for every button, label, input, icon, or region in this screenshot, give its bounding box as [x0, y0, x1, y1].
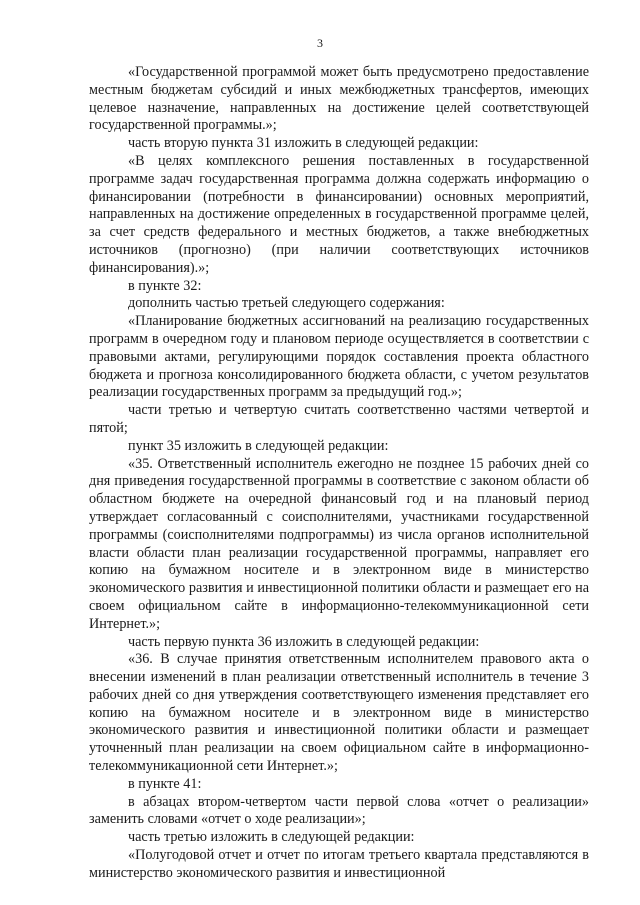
paragraph: в пункте 32: — [128, 277, 202, 294]
paragraph: в абзацах втором-четвертом части первой слова «отчет о реализации» заменить словами «отчет о ходе реализации»; — [89, 793, 589, 828]
document-body — [89, 64, 589, 883]
paragraph: в пункте 41: — [128, 775, 202, 792]
paragraph: части третью и четвертую считать соответственно частями четвертой и пятой; — [89, 402, 589, 436]
paragraph: «Полугодовой отчет и отчет по итогам третьего квартала представляются в министерство экономического развития и инвестиционной — [89, 847, 589, 881]
paragraph: «35. Ответственный исполнитель ежегодно не позднее 15 рабочих дней со дня приведения государственной программы в соответствие с законом области об областном бюджете на очередной финансовый год и на плановый период утверждает согласованный с соисполнителями, участниками государственной программы (соисполнителями подпрограммы) из числа органов исполнительной власти области план реализации государственной программы, направляет его копию на бумажном носителе и в электронном виде в министерство экономического развития и инвестиционной политики области и размещает его на своем официальном сайте в информационно-телекоммуникационной сети Интернет.»; — [89, 455, 589, 632]
paragraph: пункт 35 изложить в следующей редакции: — [128, 437, 389, 454]
paragraph: «Государственной программой может быть предусмотрено предоставление местным бюджетам субсидий и иных межбюджетных трансфертов, имеющих целевое назначение, направленных на достижение целей соответствующей государственной программы.»; — [89, 64, 589, 134]
paragraph: «В целях комплексного решения поставленных в государственной программе задач государственная программа должна содержать информацию о финансировании (потребности в финансировании) основных мероприятий, направленных на достижение определенных в государственной программе целей, за счет средств федерального и местных бюджетов, а также внебюджетных источников (прогнозно) (при наличии соответствующих источников финансирования).»; — [89, 152, 589, 276]
paragraph: дополнить частью третьей следующего содержания: — [128, 295, 445, 312]
paragraph: «36. В случае принятия ответственным исполнителем правового акта о внесении изменений в план реализации ответственный исполнитель в течение 3 рабочих дней со дня утверждения соответствующего изменения представляет его копию на бумажном носителе и в электронном виде в министерство экономического развития и инвестиционной политики области и размещает уточненный план реализации на своем официальном сайте в информационно-телекоммуникационной сети Интернет.»; — [89, 651, 589, 775]
paragraph: часть первую пункта 36 изложить в следующей редакции: — [128, 633, 480, 650]
paragraph: часть третью изложить в следующей редакции: — [128, 829, 415, 846]
page-number: 3 — [317, 36, 323, 50]
paragraph: «Планирование бюджетных ассигнований на реализацию государственных программ в очередном году и плановом периоде осуществляется в соответствии с правовыми актами, регулирующими порядок составления проекта областного бюджета и прогноза консолидированного бюджета области, с учетом результатов реализации государственных программ за предыдущий год.»; — [89, 313, 589, 401]
paragraph: часть вторую пункта 31 изложить в следующей редакции: — [128, 135, 479, 152]
